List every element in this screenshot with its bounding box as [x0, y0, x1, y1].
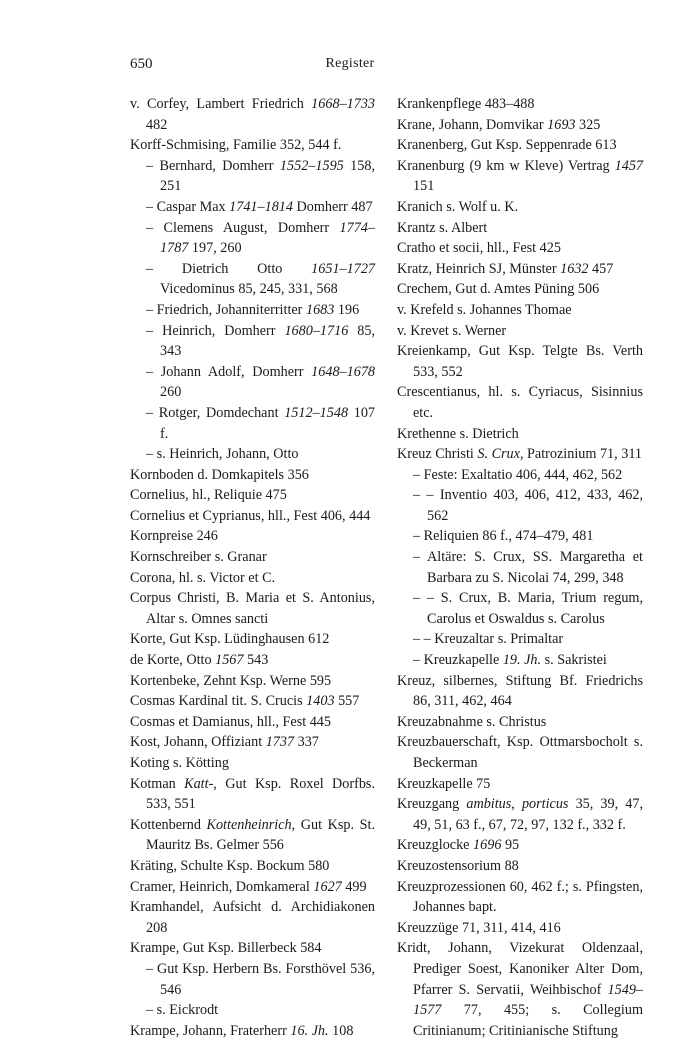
entry-text: Krantz s. Albert — [397, 219, 488, 236]
entry-text: de Korte, Otto — [130, 652, 216, 669]
index-entry — [397, 465, 643, 486]
entry-text: Corpus Christi, B. Maria et S. Antonius, Altar s. Omnes sancti — [130, 590, 375, 627]
entry-text: Kornschreiber s. Granar — [130, 549, 267, 566]
index-entry — [397, 732, 643, 773]
index-entry — [397, 424, 643, 445]
entry-text: – Rotger, Domdechant — [146, 404, 285, 421]
index-entry — [397, 835, 643, 856]
index-entry — [130, 485, 375, 506]
index-entry — [130, 197, 375, 218]
entry-italic: 1457 — [614, 157, 643, 174]
entry-text: Kornboden d. Domkapitels 356 — [130, 466, 309, 483]
index-entry — [397, 547, 643, 588]
entry-italic: 1693 — [547, 116, 576, 133]
entry-italic: 1737 — [265, 734, 295, 751]
index-entry — [130, 444, 375, 465]
index-entry — [130, 732, 375, 753]
index-entry — [130, 815, 375, 856]
entry-text: – Clemens August, Domherr — [146, 219, 340, 236]
entry-rest: 35, 39, 47, 49, 51, 63 f., 67, 72, 97, 132 f., 332 f. — [413, 796, 644, 833]
index-entry — [397, 218, 643, 239]
index-entry — [130, 877, 375, 898]
entry-rest: 482 — [146, 116, 168, 133]
page-number: 650 — [130, 56, 153, 72]
entry-italic: 1680–1716 — [284, 322, 349, 339]
entry-italic: 1632 — [560, 260, 589, 277]
entry-italic: 1683 — [305, 301, 335, 318]
entry-italic: 1567 — [215, 652, 244, 669]
entry-rest: , Gut Ksp. St. Mauritz Bs. Gelmer 556 — [146, 816, 375, 854]
index-entry — [130, 547, 375, 568]
entry-italic: ambitus, porticus — [466, 796, 569, 813]
entry-text: v. Krevet s. Werner — [397, 322, 507, 339]
entry-text: – Kreuzkapelle — [413, 652, 503, 669]
index-entry — [397, 300, 643, 321]
entry-italic: 1651–1727 — [311, 260, 375, 277]
entry-text: Kranenberg, Gut Ksp. Seppenrade 613 — [397, 137, 617, 154]
entry-italic: Katt- — [184, 775, 214, 792]
entry-text: Krankenpflege 483–488 — [397, 96, 535, 112]
index-entry — [397, 526, 643, 547]
entry-italic: 1668–1733 — [311, 96, 375, 112]
entry-text: – s. Heinrich, Johann, Otto — [146, 446, 299, 463]
entry-rest: 77, 455; s. Collegium Critinianum; Critinianische Stiftung — [413, 1002, 643, 1039]
entry-text: Kranenburg (9 km w Kleve) Vertrag — [397, 157, 615, 174]
running-head: Register — [325, 56, 375, 71]
entry-text: Kost, Johann, Offiziant — [130, 734, 266, 751]
entry-text: – – S. Crux, B. Maria, Trium regum, Carolus et Oswaldus s. Carolus — [413, 590, 643, 627]
entry-rest: 260 — [160, 384, 182, 401]
index-entry — [130, 774, 375, 815]
entry-text: Korff-Schmising, Familie 352, 544 f. — [130, 137, 342, 154]
entry-text: – Heinrich, Domherr — [146, 322, 285, 339]
index-entry — [397, 650, 643, 671]
entry-rest: 499 — [341, 878, 367, 895]
index-entry — [130, 94, 375, 135]
entry-text: Kreuz, silbernes, Stiftung Bf. Friedrichs 86, 311, 462, 464 — [397, 672, 643, 710]
entry-rest: 196 — [334, 301, 360, 318]
entry-text: Krampe, Gut Ksp. Billerbeck 584 — [130, 940, 322, 957]
index-entry — [130, 526, 375, 547]
entry-italic: 1648–1678 — [311, 363, 375, 380]
entry-text: – Gut Ksp. Herbern Bs. Forsthövel 536, 546 — [146, 960, 375, 998]
entry-text: Cosmas Kardinal tit. S. Crucis — [130, 693, 307, 710]
index-entry — [130, 671, 375, 692]
index-entry — [397, 918, 643, 939]
entry-italic: 1696 — [473, 837, 502, 854]
index-entry — [397, 712, 643, 733]
entry-text: – Dietrich Otto — [146, 260, 312, 277]
entry-text: – Friedrich, Johanniterritter — [146, 301, 306, 318]
index-entry — [130, 156, 375, 197]
index-entry — [397, 629, 643, 650]
entry-text: Kreuzzüge 71, 311, 414, 416 — [397, 919, 561, 936]
entry-text: Kreienkamp, Gut Ksp. Telgte Bs. Verth 533, 552 — [397, 343, 643, 380]
index-entry — [130, 403, 375, 444]
entry-rest: 543 — [243, 652, 269, 669]
entry-text: Krampe, Johann, Fraterherr — [130, 1022, 291, 1039]
entry-rest: , Gut Ksp. Roxel Dorfbs. 533, 551 — [146, 775, 375, 813]
entry-rest: Domherr 487 — [292, 198, 373, 215]
entry-text: v. Corfey, Lambert Friedrich — [130, 96, 312, 112]
entry-italic: 1549–1577 — [413, 981, 643, 1019]
entry-rest: 108 — [328, 1022, 354, 1039]
entry-italic: 1627 — [313, 878, 342, 895]
entry-text: Kornpreise 246 — [130, 528, 218, 545]
entry-text: – Bernhard, Domherr — [146, 157, 280, 174]
entry-rest: 107 f. — [160, 404, 375, 442]
index-entry — [130, 218, 375, 259]
entry-rest: 337 — [294, 734, 319, 751]
entry-text: Crechem, Gut d. Amtes Püning 506 — [397, 281, 600, 298]
index-entry — [130, 691, 375, 712]
entry-text: Cramer, Heinrich, Domkameral — [130, 878, 314, 895]
index-entry — [130, 959, 375, 1000]
entry-text: Kreuzgang — [397, 796, 467, 813]
entry-text: – Caspar Max — [146, 198, 230, 215]
index-entry — [397, 197, 643, 218]
index-entry — [397, 94, 643, 115]
index-entry — [397, 259, 643, 280]
entry-text: Kotman — [130, 775, 185, 792]
index-entry — [130, 712, 375, 733]
index-entry — [397, 382, 643, 423]
entry-text: – Johann Adolf, Domherr — [146, 363, 312, 380]
index-entry — [130, 568, 375, 589]
index-entry — [130, 321, 375, 362]
index-entry — [130, 629, 375, 650]
entry-text: Kreuz Christi — [397, 446, 478, 463]
entry-italic: Kottenheinrich — [206, 816, 292, 833]
index-entry — [130, 300, 375, 321]
entry-text: Cornelius, hl., Reliquie 475 — [130, 487, 287, 504]
entry-rest: 325 — [575, 116, 601, 133]
index-entry — [130, 650, 375, 671]
entry-rest: s. Sakristei — [541, 652, 607, 669]
entry-text: v. Krefeld s. Johannes Thomae — [397, 301, 572, 318]
index-entry — [130, 938, 375, 959]
entry-rest: 95 — [501, 837, 520, 854]
entry-text: – Altäre: S. Crux, SS. Margaretha et Barbara zu S. Nicolai 74, 299, 348 — [413, 549, 643, 586]
index-column-left — [130, 94, 375, 1041]
index-entry — [397, 485, 643, 526]
entry-text: Kreuzprozessionen 60, 462 f.; s. Pfingsten, Johannes bapt. — [397, 878, 643, 916]
entry-text: Kreuzglocke — [397, 837, 474, 854]
entry-text: Kranich s. Wolf u. K. — [397, 198, 519, 215]
entry-italic: 19. Jh. — [502, 652, 542, 669]
entry-text: – Feste: Exaltatio 406, 444, 462, 562 — [413, 466, 623, 483]
index-entry — [130, 362, 375, 403]
entry-italic: 1512–1548 — [284, 404, 349, 421]
entry-text: Cratho et socii, hll., Fest 425 — [397, 240, 561, 257]
index-entry — [130, 897, 375, 938]
entry-text: Cosmas et Damianus, hll., Fest 445 — [130, 713, 331, 730]
entry-text: Kridt, Johann, Vizekurat Oldenzaal, Prediger Soest, Kanoniker Alter Dom, Pfarrer S. Servatii, Weihbischof — [397, 940, 643, 998]
entry-text: Krane, Johann, Domvikar — [397, 116, 548, 133]
entry-italic: 1741–1814 — [229, 198, 293, 215]
entry-text: – – Kreuzaltar s. Primaltar — [413, 631, 564, 648]
index-entry — [397, 877, 643, 918]
index-entry — [397, 156, 643, 197]
entry-italic: 1403 — [306, 693, 335, 710]
entry-text: Kortenbeke, Zehnt Ksp. Werne 595 — [130, 672, 332, 689]
entry-text: Kottenbernd — [130, 816, 207, 833]
entry-text: Kreuzostensorium 88 — [397, 857, 519, 874]
index-entry — [130, 465, 375, 486]
entry-italic: 16. Jh. — [290, 1022, 329, 1039]
index-entry — [130, 259, 375, 300]
entry-text: Kramhandel, Aufsicht d. Archidiakonen 208 — [130, 899, 375, 936]
index-entry — [397, 115, 643, 136]
index-entry — [397, 588, 643, 629]
index-entry — [397, 341, 643, 382]
entry-text: Cornelius et Cyprianus, hll., Fest 406, 444 — [130, 507, 371, 524]
entry-rest: 557 — [334, 693, 360, 710]
index-entry — [130, 1000, 375, 1021]
index-entry — [397, 938, 643, 1041]
entry-text: Korte, Gut Ksp. Lüdinghausen 612 — [130, 631, 330, 648]
entry-text: Koting s. Kötting — [130, 755, 229, 771]
index-entry — [130, 753, 375, 774]
entry-text: Kreuzkapelle 75 — [397, 775, 491, 792]
entry-text: Kräting, Schulte Ksp. Bockum 580 — [130, 857, 330, 874]
entry-rest: 197, 260 — [188, 240, 242, 257]
entry-text: Corona, hl. s. Victor et C. — [130, 569, 276, 586]
entry-text: – – Inventio 403, 406, 412, 433, 462, 562 — [413, 487, 643, 524]
entry-italic: 1774–1787 — [160, 219, 375, 257]
entry-rest: 158, 251 — [160, 157, 375, 195]
entry-text: – Reliquien 86 f., 474–479, 481 — [413, 528, 594, 545]
index-entry — [397, 238, 643, 259]
index-entry — [130, 506, 375, 527]
index-entry — [130, 856, 375, 877]
index-column-right — [397, 94, 643, 1041]
entry-text: Crescentianus, hl. s. Cyriacus, Sisinnius etc. — [397, 384, 643, 421]
index-entry — [397, 444, 643, 465]
entry-italic: S. Crux — [477, 446, 520, 463]
entry-rest: 457 — [588, 260, 614, 277]
index-entry — [130, 135, 375, 156]
index-entry — [397, 794, 643, 835]
index-entry — [397, 856, 643, 877]
index-entry — [397, 774, 643, 795]
entry-rest: , Patrozinium 71, 311 — [519, 446, 642, 463]
index-entry — [397, 135, 643, 156]
entry-rest: 151 — [413, 178, 435, 195]
entry-text: Kreuzbauerschaft, Ksp. Ottmarsbocholt s. Beckerman — [397, 734, 643, 771]
entry-rest: Vicedominus 85, 245, 331, 568 — [160, 281, 338, 298]
index-entry — [130, 588, 375, 629]
index-entry — [397, 321, 643, 342]
index-entry — [130, 1021, 375, 1042]
entry-text: – s. Eickrodt — [146, 1002, 219, 1019]
entry-text: Kreuzabnahme s. Christus — [397, 713, 547, 730]
index-entry — [397, 279, 643, 300]
entry-rest: 85, 343 — [160, 322, 375, 360]
entry-text: Krethenne s. Dietrich — [397, 425, 519, 442]
entry-text: Kratz, Heinrich SJ, Münster — [397, 260, 561, 277]
index-entry — [397, 671, 643, 712]
entry-italic: 1552–1595 — [279, 157, 344, 174]
